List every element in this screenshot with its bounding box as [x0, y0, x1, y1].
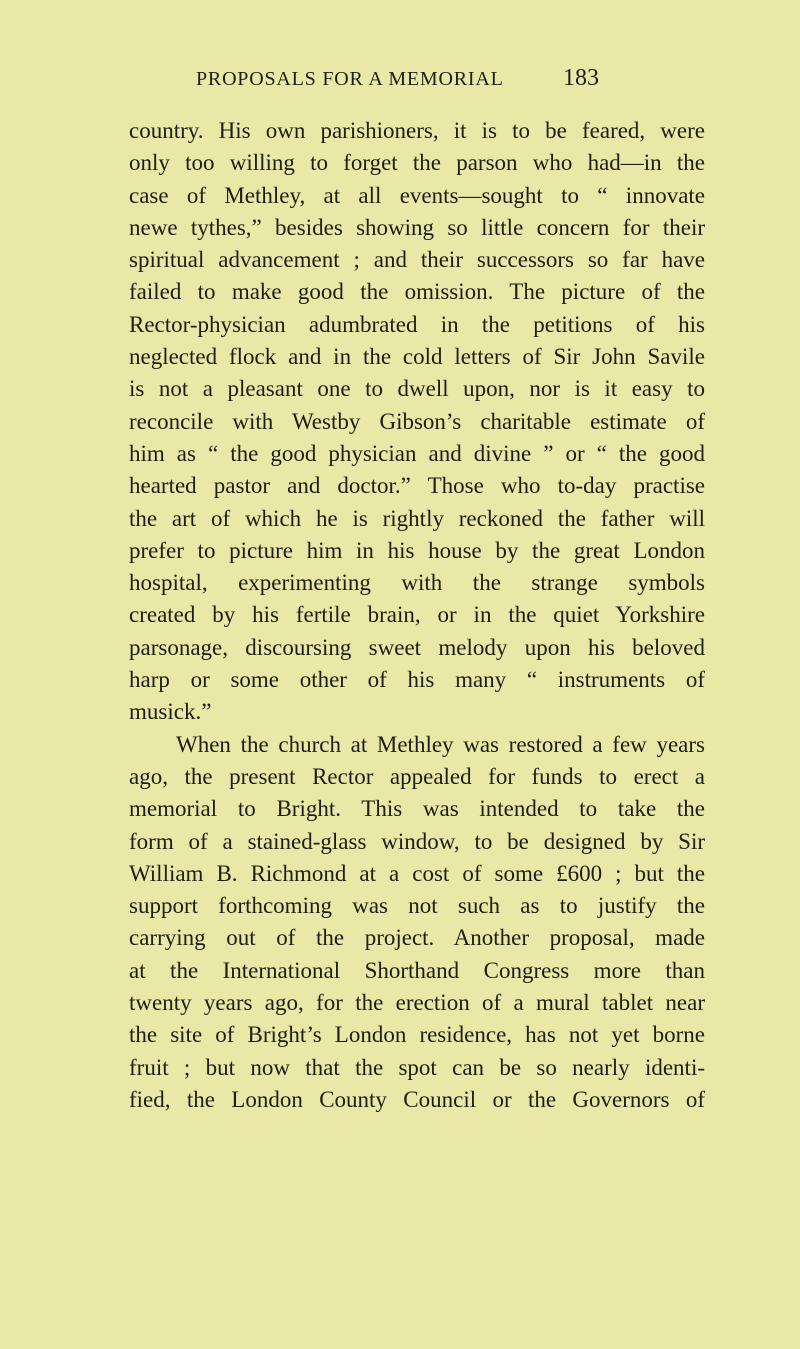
- text-line: created by his fertile brain, or in the quiet Yorkshire: [129, 602, 705, 628]
- text-line: fruit ; but now that the spot can be so nearly identi-: [129, 1054, 705, 1080]
- text-line: the site of Bright’s London residence, has not yet borne: [129, 1022, 705, 1048]
- text-line: only too willing to forget the parson who had—in the: [129, 150, 705, 176]
- page-number: 183: [563, 65, 599, 91]
- paragraph-start-line: When the church at Methley was restored a few years: [176, 731, 705, 757]
- text-line: is not a pleasant one to dwell upon, nor is it easy to: [129, 376, 705, 402]
- text-line: the art of which he is rightly reckoned the father will: [129, 505, 705, 531]
- text-line: harp or some other of his many “ instruments of: [129, 667, 705, 693]
- text-line: carrying out of the project. Another proposal, made: [129, 925, 705, 951]
- text-line: country. His own parishioners, it is to be feared, were: [129, 118, 705, 143]
- text-line: hospital, experimenting with the strange symbols: [129, 570, 705, 596]
- text-line: Rector-physician adumbrated in the petitions of his: [129, 311, 705, 337]
- text-line: twenty years ago, for the erection of a mural tablet near: [129, 990, 705, 1016]
- text-line: spiritual advancement ; and their successors so far have: [129, 247, 705, 273]
- text-line: failed to make good the omission. The picture of the: [129, 279, 705, 305]
- text-line: hearted pastor and doctor.” Those who to-day practise: [129, 473, 705, 499]
- text-line: support forthcoming was not such as to justify the: [129, 893, 705, 919]
- text-line: prefer to picture him in his house by the great London: [129, 537, 705, 563]
- text-line: ago, the present Rector appealed for funds to erect a: [129, 763, 705, 789]
- text-line: William B. Richmond at a cost of some £600 ; but the: [129, 860, 705, 886]
- text-line: case of Methley, at all events—sought to “ innovate: [129, 182, 705, 208]
- text-line: reconcile with Westby Gibson’s charitable estimate of: [129, 408, 705, 434]
- running-head: PROPOSALS FOR A MEMORIAL: [196, 68, 504, 90]
- text-line: neglected flock and in the cold letters of Sir John Savile: [129, 344, 705, 370]
- text-line: him as “ the good physician and divine ” or “ the good: [129, 440, 705, 466]
- body-text: [129, 115, 705, 1116]
- text-line: fied, the London County Council or the Governors of: [129, 1086, 705, 1112]
- text-line: parsonage, discoursing sweet melody upon his beloved: [129, 634, 705, 660]
- text-line: newe tythes,” besides showing so little concern for their: [129, 214, 705, 240]
- paragraph-end-line: musick.”: [129, 699, 212, 725]
- text-line: at the International Shorthand Congress more than: [129, 957, 705, 983]
- text-line: form of a stained-glass window, to be designed by Sir: [129, 828, 705, 854]
- text-line: memorial to Bright. This was intended to take the: [129, 796, 705, 822]
